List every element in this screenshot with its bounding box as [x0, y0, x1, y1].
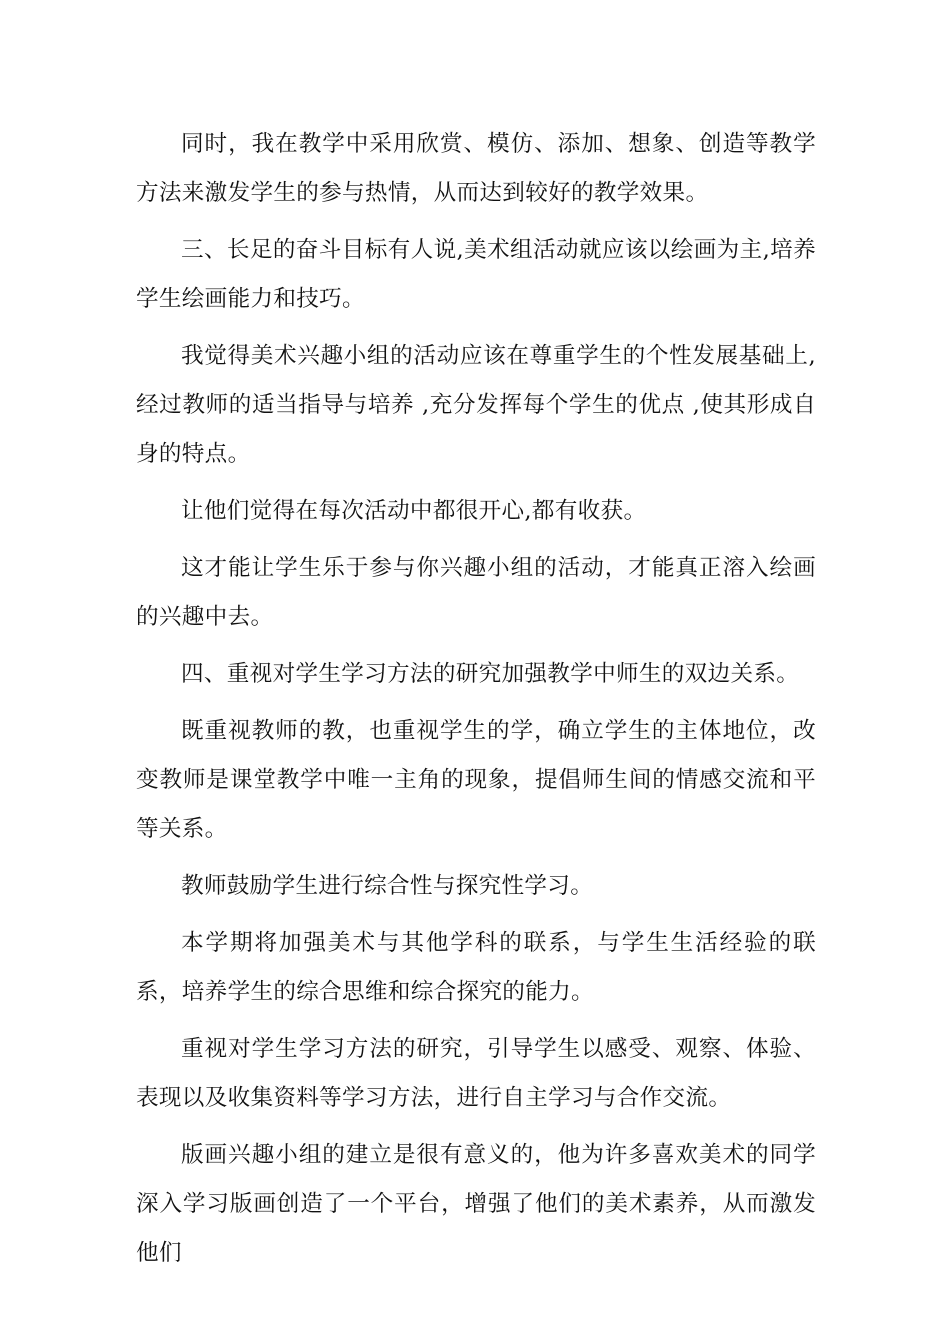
paragraph-8: 教师鼓励学生进行综合性与探究性学习。: [181, 873, 594, 899]
paragraph-4: 让他们觉得在每次活动中都很开心,都有收获。: [181, 498, 647, 524]
paragraph-1: 同时，我在教学中采用欣赏、模仿、添加、想象、创造等教学方法来激发学生的参与热情，从而达到较好的教学效果。: [136, 131, 816, 206]
paragraph-5: 这才能让学生乐于参与你兴趣小组的活动，才能真正溶入绘画的兴趣中去。: [136, 555, 816, 630]
paragraph-10: 重视对学生学习方法的研究，引导学生以感受、观察、体验、表现以及收集资料等学习方法，进行自主学习与合作交流。: [136, 1036, 816, 1111]
paragraph-7: 既重视教师的教，也重视学生的学，确立学生的主体地位，改变教师是课堂教学中唯一主角的现象，提倡师生间的情感交流和平等关系。: [136, 718, 816, 842]
paragraph-2: 三、长足的奋斗目标有人说,美术组活动就应该以绘画为主,培养学生绘画能力和技巧。: [136, 237, 816, 312]
paragraph-3: 我觉得美术兴趣小组的活动应该在尊重学生的个性发展基础上,经过教师的适当指导与培养 ,充分发挥每个学生的优点 ,使其形成自身的特点。: [136, 343, 816, 467]
paragraph-6: 四、重视对学生学习方法的研究加强教学中师生的双边关系。: [181, 661, 800, 687]
paragraph-11: 版画兴趣小组的建立是很有意义的，他为许多喜欢美术的同学深入学习版画创造了一个平台，增强了他们的美术素养，从而激发他们: [136, 1142, 816, 1266]
paragraph-9: 本学期将加强美术与其他学科的联系，与学生生活经验的联系，培养学生的综合思维和综合探究的能力。: [136, 930, 816, 1005]
document-body: [136, 120, 816, 1286]
